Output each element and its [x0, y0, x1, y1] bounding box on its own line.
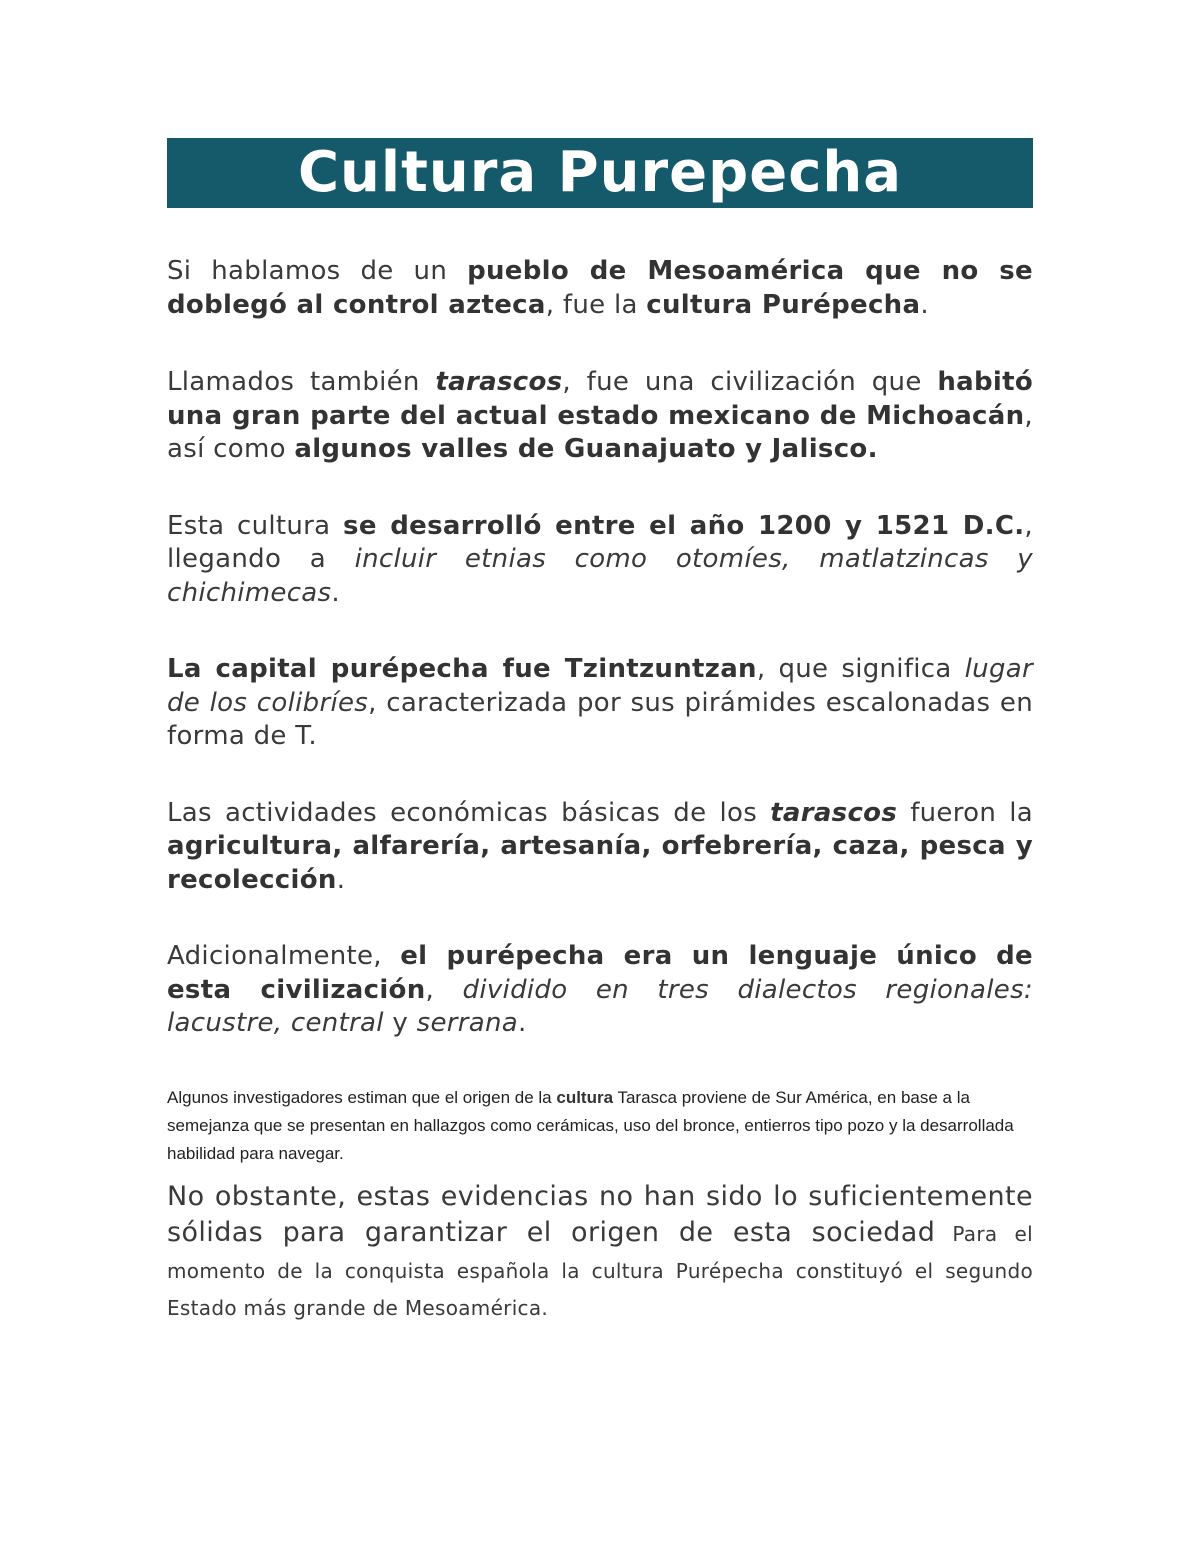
italic-text: serrana — [416, 1008, 518, 1038]
text: Si hablamos de un — [167, 256, 468, 286]
text: , caracterizada por sus pirámides escalonadas en forma de T. — [167, 687, 1033, 751]
text: Llamados también — [167, 367, 436, 397]
paragraph-intro — [167, 255, 1033, 322]
text: fueron la — [897, 797, 1033, 828]
text: . — [920, 289, 929, 320]
bold-italic-text: tarascos — [770, 797, 898, 828]
bold-italic-text: tarascos — [435, 367, 563, 397]
bold-text: cultura — [556, 1087, 614, 1107]
bold-text: cultura Purépecha — [646, 289, 921, 320]
text: , que significa — [756, 654, 965, 684]
text: . — [336, 864, 346, 895]
bold-text: habitó una gran parte del actual estado mexicano de Michoacán — [167, 367, 1033, 431]
text: Esta cultura — [167, 510, 344, 541]
bold-text: se desarrolló entre el año 1200 y 1521 D.C. — [343, 510, 1025, 541]
paragraph-conclusion — [167, 1179, 1033, 1326]
text: . — [518, 1008, 527, 1038]
italic-text: dividido en tres dialectos regionales: lacustre, central — [167, 974, 1033, 1038]
bold-text: el purépecha era un lenguaje único de esta civilización — [167, 941, 1033, 1005]
italic-text: incluir etnias como otomíes, matlatzincas y chichimecas — [167, 544, 1033, 608]
italic-text: lugar de los colibríes — [167, 654, 1033, 718]
bold-text: algunos valles de Guanajuato y Jalisco. — [294, 434, 878, 464]
text: , fue la — [545, 289, 647, 320]
text: No obstante, estas evidencias no han sido lo suficientemente sólidas para garantizar el origen de esta sociedad — [167, 1180, 1033, 1248]
text: Tarasca proviene de Sur América, en base a la semejanza que se presentan en hallazgos como cerámicas, uso del bronce, entierros tipo pozo y la desarrollada habilidad para navegar. — [167, 1087, 1014, 1163]
paragraph-tarascos — [167, 366, 1033, 467]
text: y — [383, 1008, 417, 1038]
paragraph-origin — [167, 1084, 1033, 1168]
text: Algunos investigadores estiman que el origen de la — [167, 1087, 557, 1107]
bold-text: pueblo de Mesoamérica que no se doblegó al control azteca — [167, 256, 1033, 320]
bold-text: agricultura, alfarería, artesanía, orfebrería, caza, pesca y recolección — [167, 831, 1033, 895]
page-title: Cultura Purepecha — [297, 140, 903, 205]
text: , así como — [167, 400, 1033, 464]
text: . — [331, 577, 340, 608]
paragraph-economy — [167, 797, 1033, 898]
paragraph-language — [167, 940, 1033, 1041]
paragraph-capital — [167, 653, 1033, 754]
title-banner — [167, 138, 1033, 208]
text: , fue una civilización que — [562, 367, 938, 397]
document-page — [167, 138, 1033, 1326]
small-text: Para el momento de la conquista española la cultura Purépecha constituyó el segundo Estado más grande de Mesoamérica. — [167, 1221, 1033, 1320]
text: Adicionalmente, — [167, 941, 401, 971]
text: , — [425, 974, 463, 1005]
paragraph-dates — [167, 510, 1033, 611]
bold-text: La capital purépecha fue Tzintzuntzan — [167, 654, 757, 684]
text: , llegando a — [167, 510, 1033, 574]
text: Las actividades económicas básicas de los — [167, 797, 771, 828]
